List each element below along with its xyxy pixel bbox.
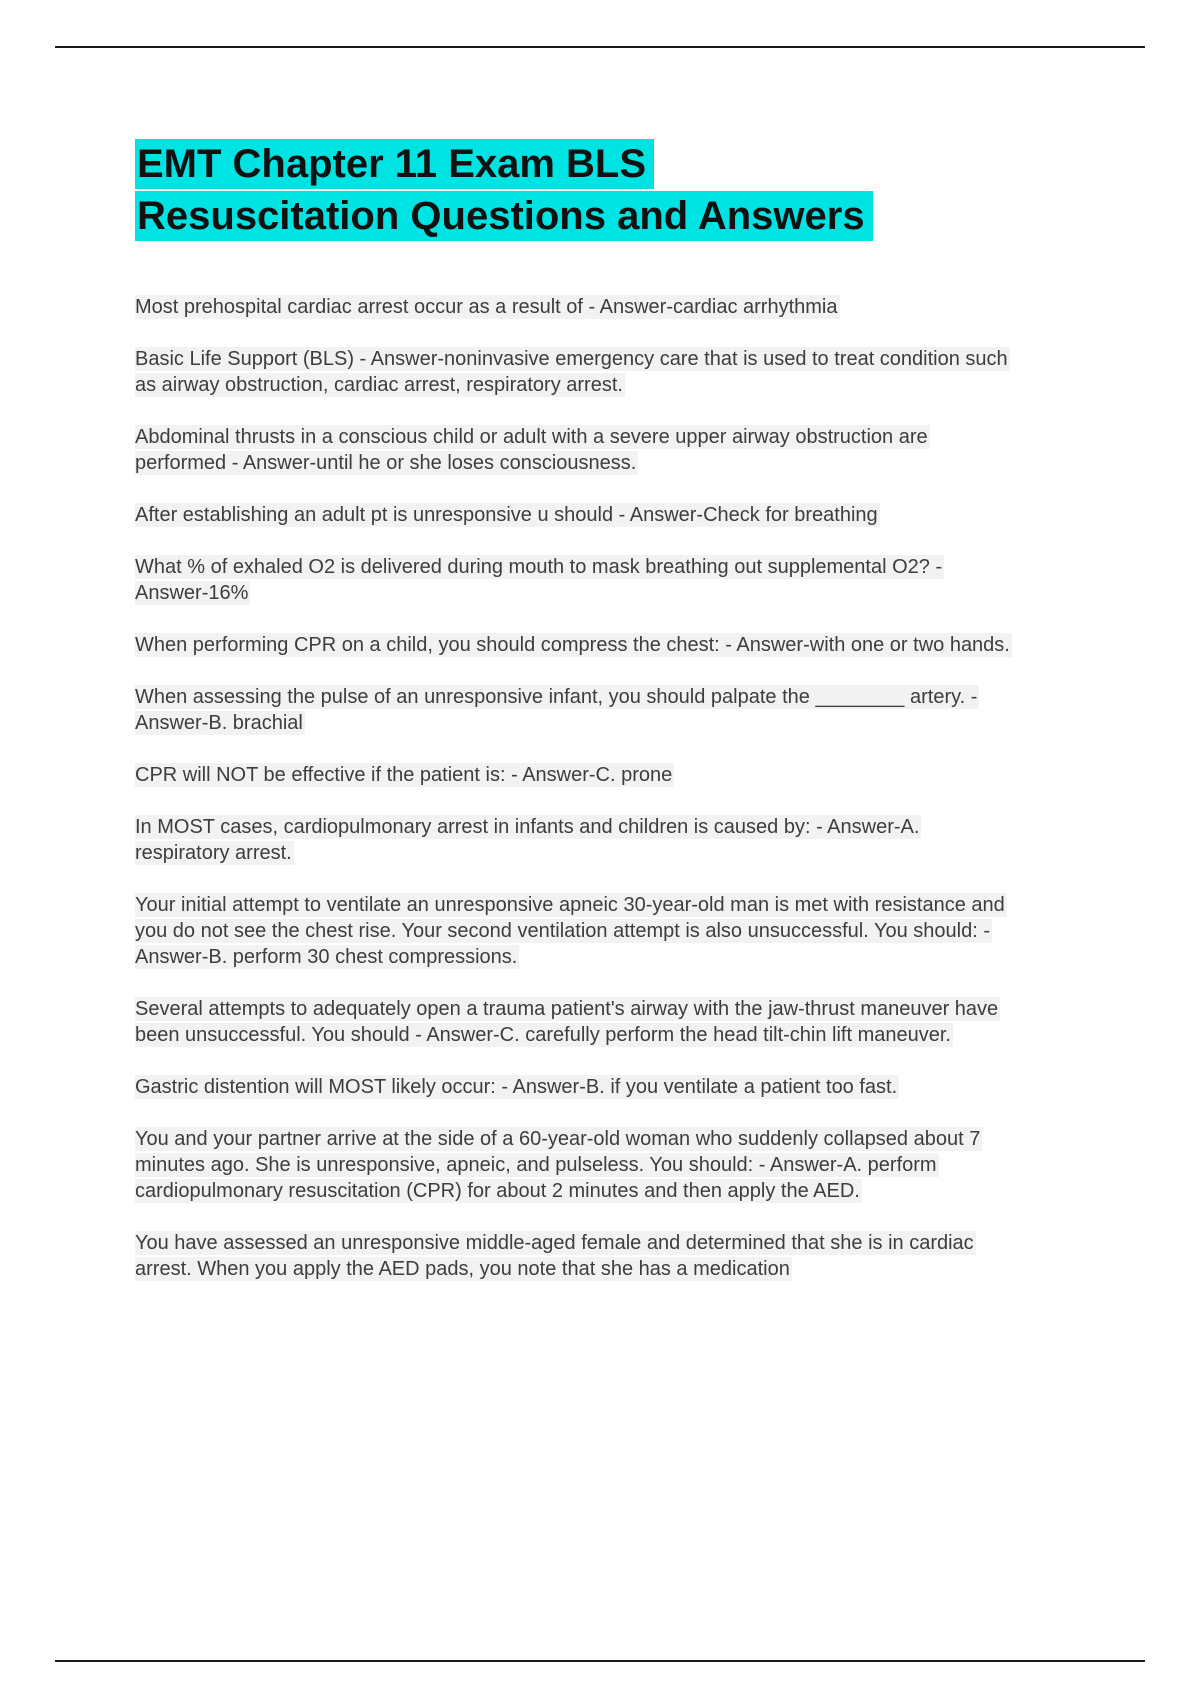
paragraph-text: You and your partner arrive at the side of a 60-year-old woman who suddenly collapsed about 7 minutes ago. She is unresponsive, apneic, and pulseless. You should: - Answer-A. perform cardiopulmonary resuscitation (CPR) for about 2 minutes and then apply the AED. [135, 1128, 981, 1202]
paragraph-text: Gastric distention will MOST likely occur: - Answer-B. if you ventilate a patient too fast. [135, 1076, 898, 1098]
paragraph-text: Several attempts to adequately open a trauma patient's airway with the jaw-thrust maneuver have been unsuccessful. You should - Answer-C. carefully perform the head tilt-chin lift maneuver. [135, 998, 999, 1046]
top-rule [55, 46, 1145, 48]
paragraph-text: What % of exhaled O2 is delivered during mouth to mask breathing out supplemental O2? - Answer-16% [135, 556, 943, 604]
paragraph [135, 996, 1015, 1048]
paragraph-text: When performing CPR on a child, you should compress the chest: - Answer-with one or two hands. [135, 634, 1010, 656]
page-title [135, 138, 1120, 242]
bottom-rule [55, 1660, 1145, 1662]
paragraph [135, 814, 1015, 866]
paragraph [135, 1074, 1015, 1100]
paragraph-text: You have assessed an unresponsive middle-aged female and determined that she is in cardiac arrest. When you apply the AED pads, you note that she has a medication [135, 1232, 974, 1280]
paragraph [135, 424, 1015, 476]
paragraph-text: Most prehospital cardiac arrest occur as a result of - Answer-cardiac arrhythmia [135, 296, 838, 318]
paragraph [135, 502, 1015, 528]
paragraph [135, 892, 1015, 970]
title-line-2: Resuscitation Questions and Answers [135, 191, 873, 241]
paragraph-text: When assessing the pulse of an unresponsive infant, you should palpate the ________ artery. - Answer-B. brachial [135, 686, 978, 734]
paragraph-text: CPR will NOT be effective if the patient is: - Answer-C. prone [135, 764, 673, 786]
paragraph-text: Your initial attempt to ventilate an unresponsive apneic 30-year-old man is met with resistance and you do not see the chest rise. Your second ventilation attempt is also unsuccessful. You should: - Answer-B. perform 30 chest compressions. [135, 894, 1005, 968]
paragraph [135, 1126, 1015, 1204]
paragraph-text: In MOST cases, cardiopulmonary arrest in infants and children is caused by: - Answer-A. respiratory arrest. [135, 816, 920, 864]
title-line-1: EMT Chapter 11 Exam BLS [135, 139, 654, 189]
paragraph [135, 684, 1015, 736]
paragraph [135, 294, 1015, 320]
document-body [135, 294, 1015, 1282]
paragraph [135, 346, 1015, 398]
paragraph-text: After establishing an adult pt is unresponsive u should - Answer-Check for breathing [135, 504, 878, 526]
paragraph [135, 632, 1015, 658]
paragraph-text: Basic Life Support (BLS) - Answer-noninvasive emergency care that is used to treat condition such as airway obstruction, cardiac arrest, respiratory arrest. [135, 348, 1008, 396]
paragraph [135, 762, 1015, 788]
paragraph [135, 1230, 1015, 1282]
paragraph [135, 554, 1015, 606]
paragraph-text: Abdominal thrusts in a conscious child or adult with a severe upper airway obstruction are performed - Answer-until he or she loses consciousness. [135, 426, 928, 474]
